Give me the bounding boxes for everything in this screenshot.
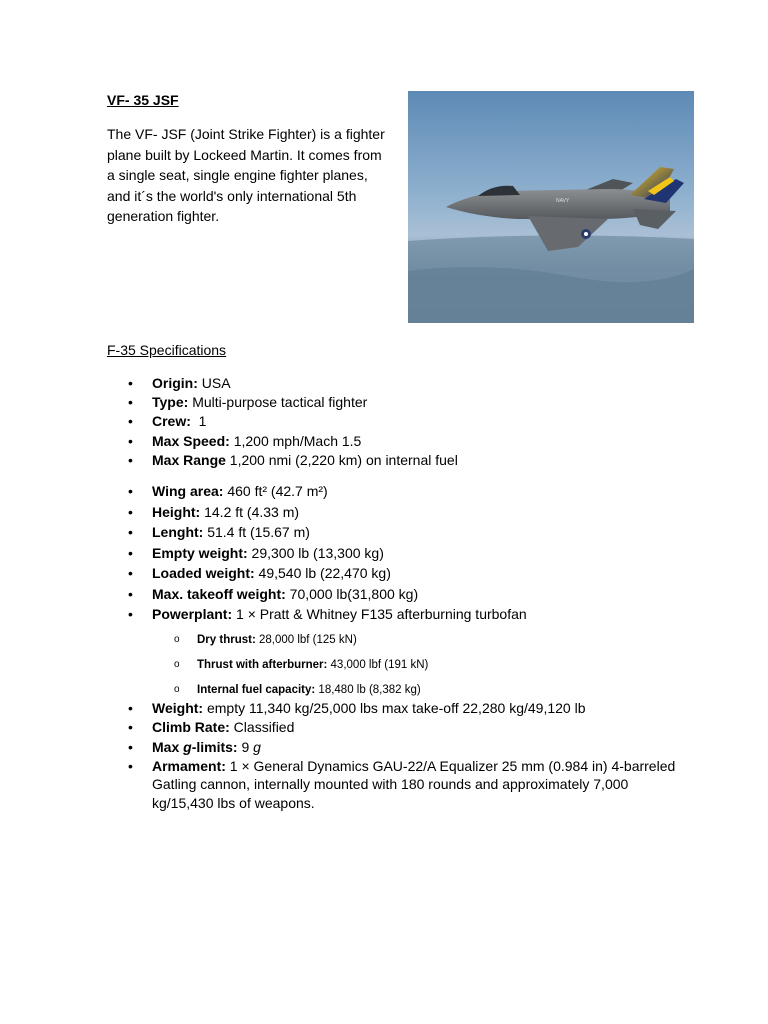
spec-label: Climb Rate: xyxy=(152,719,230,736)
sub-item-afterburner-thrust xyxy=(174,656,674,681)
spec-label: Wing area: xyxy=(152,483,224,499)
spec-item-armament xyxy=(128,757,688,813)
bullet-marker: • xyxy=(128,483,133,499)
spec-list-dimensions xyxy=(128,482,688,626)
sub-bullet-marker: o xyxy=(174,683,180,695)
sub-bullet-marker: o xyxy=(174,658,180,670)
bullet-marker: • xyxy=(128,719,133,736)
spec-value: empty 11,340 kg/25,000 lbs max take-off 22,280 kg/49,120 lb xyxy=(203,700,586,716)
spec-value: 1 × Pratt & Whitney F135 afterburning turbofan xyxy=(232,606,527,622)
bullet-marker: • xyxy=(128,700,133,716)
spec-value: 1 xyxy=(190,413,207,430)
sub-label: Internal fuel capacity: xyxy=(197,683,316,696)
powerplant-detail-list xyxy=(174,631,674,705)
spec-list-performance xyxy=(128,699,688,812)
bullet-marker: • xyxy=(128,757,133,774)
spec-item-max-takeoff-weight xyxy=(128,585,688,606)
sub-value: 18,480 lb (8,382 kg) xyxy=(315,683,421,696)
spec-label: Armament: xyxy=(152,757,226,774)
spec-value: 29,300 lb (13,300 kg) xyxy=(247,544,384,561)
spec-item-g-limits xyxy=(128,738,688,757)
spec-item-height xyxy=(128,503,688,524)
spec-value: 49,540 lb (22,470 kg) xyxy=(254,565,391,581)
spec-value: USA xyxy=(197,375,231,391)
spec-value: Classified xyxy=(229,719,295,736)
spec-label: Max Range xyxy=(152,451,226,468)
sub-item-dry-thrust xyxy=(174,631,674,656)
spec-item-climb-rate xyxy=(128,718,688,737)
spec-label: Max Speed: xyxy=(152,432,230,449)
bullet-marker: • xyxy=(128,451,133,468)
spec-item-origin xyxy=(128,374,688,393)
spec-label: Height: xyxy=(152,503,201,520)
bullet-marker: • xyxy=(128,394,133,411)
bullet-marker: • xyxy=(128,524,133,540)
spec-list-general xyxy=(128,374,688,470)
sub-bullet-marker: o xyxy=(174,634,180,645)
spec-label: Lenght: xyxy=(152,524,204,540)
spec-value: 70,000 lb(31,800 kg) xyxy=(285,585,419,602)
bullet-marker: • xyxy=(128,544,133,561)
spec-value: 1 × General Dynamics GAU-22/A Equalizer 25 mm (0.984 in) 4-barreled Gatling cannon, internally mounted with 180 rounds and approximately 7,000 kg/15,430 lbs of weapons. xyxy=(152,757,676,811)
spec-item-max-range xyxy=(128,451,688,470)
sub-value: 43,000 lbf (191 kN) xyxy=(327,658,429,671)
label-prefix: Max xyxy=(152,738,184,755)
spec-item-max-speed xyxy=(128,432,688,451)
spec-label xyxy=(152,739,238,755)
spec-label: Empty weight: xyxy=(152,544,248,561)
bullet-marker: • xyxy=(128,503,133,520)
spec-item-powerplant xyxy=(128,605,688,626)
spec-item-wing-area xyxy=(128,482,688,503)
spec-label: Powerplant: xyxy=(152,606,233,622)
bullet-marker: • xyxy=(128,413,133,430)
sub-label: Dry thrust: xyxy=(197,634,256,646)
bullet-marker: • xyxy=(128,432,133,449)
specifications-heading: F-35 Specifications xyxy=(107,342,227,358)
bullet-marker: • xyxy=(128,565,133,581)
svg-text:NAVY: NAVY xyxy=(556,198,570,204)
spec-label: Origin: xyxy=(152,375,198,391)
spec-item-weight xyxy=(128,699,688,718)
f35-aircraft-photo xyxy=(408,91,694,323)
bullet-marker: • xyxy=(128,375,133,391)
sub-label: Thrust with afterburner: xyxy=(197,658,328,671)
bullet-marker: • xyxy=(128,585,133,602)
spec-unit: g xyxy=(253,738,261,755)
spec-item-empty-weight xyxy=(128,544,688,565)
spec-label: Max. takeoff weight: xyxy=(152,585,286,602)
bullet-marker: • xyxy=(128,738,133,755)
spec-item-length xyxy=(128,523,688,544)
spec-value: 51.4 ft (15.67 m) xyxy=(203,524,310,540)
bullet-marker: • xyxy=(128,606,133,622)
spec-value: 460 ft² (42.7 m²) xyxy=(223,483,328,499)
label-suffix: -limits: xyxy=(191,738,238,755)
spec-label: Weight: xyxy=(152,700,204,716)
sub-value: 28,000 lbf (125 kN) xyxy=(255,634,357,646)
page-title: VF- 35 JSF xyxy=(107,92,179,108)
spec-item-loaded-weight xyxy=(128,564,688,585)
spec-value: 14.2 ft (4.33 m) xyxy=(200,503,300,520)
spec-label: Type: xyxy=(152,394,189,411)
spec-label: Crew: xyxy=(152,413,191,430)
spec-item-crew xyxy=(128,412,688,431)
spec-label: Loaded weight: xyxy=(152,565,255,581)
intro-paragraph: The VF- JSF (Joint Strike Fighter) is a fighter plane built by Lockeed Martin. It comes from a single seat, single engine fighter planes, and it´s the world's only international 5th generation fighter. xyxy=(107,126,385,224)
spec-value: 1,200 mph/Mach 1.5 xyxy=(229,432,362,449)
spec-value: 9 xyxy=(237,738,254,755)
label-g: g xyxy=(183,738,192,755)
spec-value: Multi-purpose tactical fighter xyxy=(188,394,368,411)
spec-value: 1,200 nmi (2,220 km) on internal fuel xyxy=(225,451,458,468)
spec-item-type xyxy=(128,393,688,412)
